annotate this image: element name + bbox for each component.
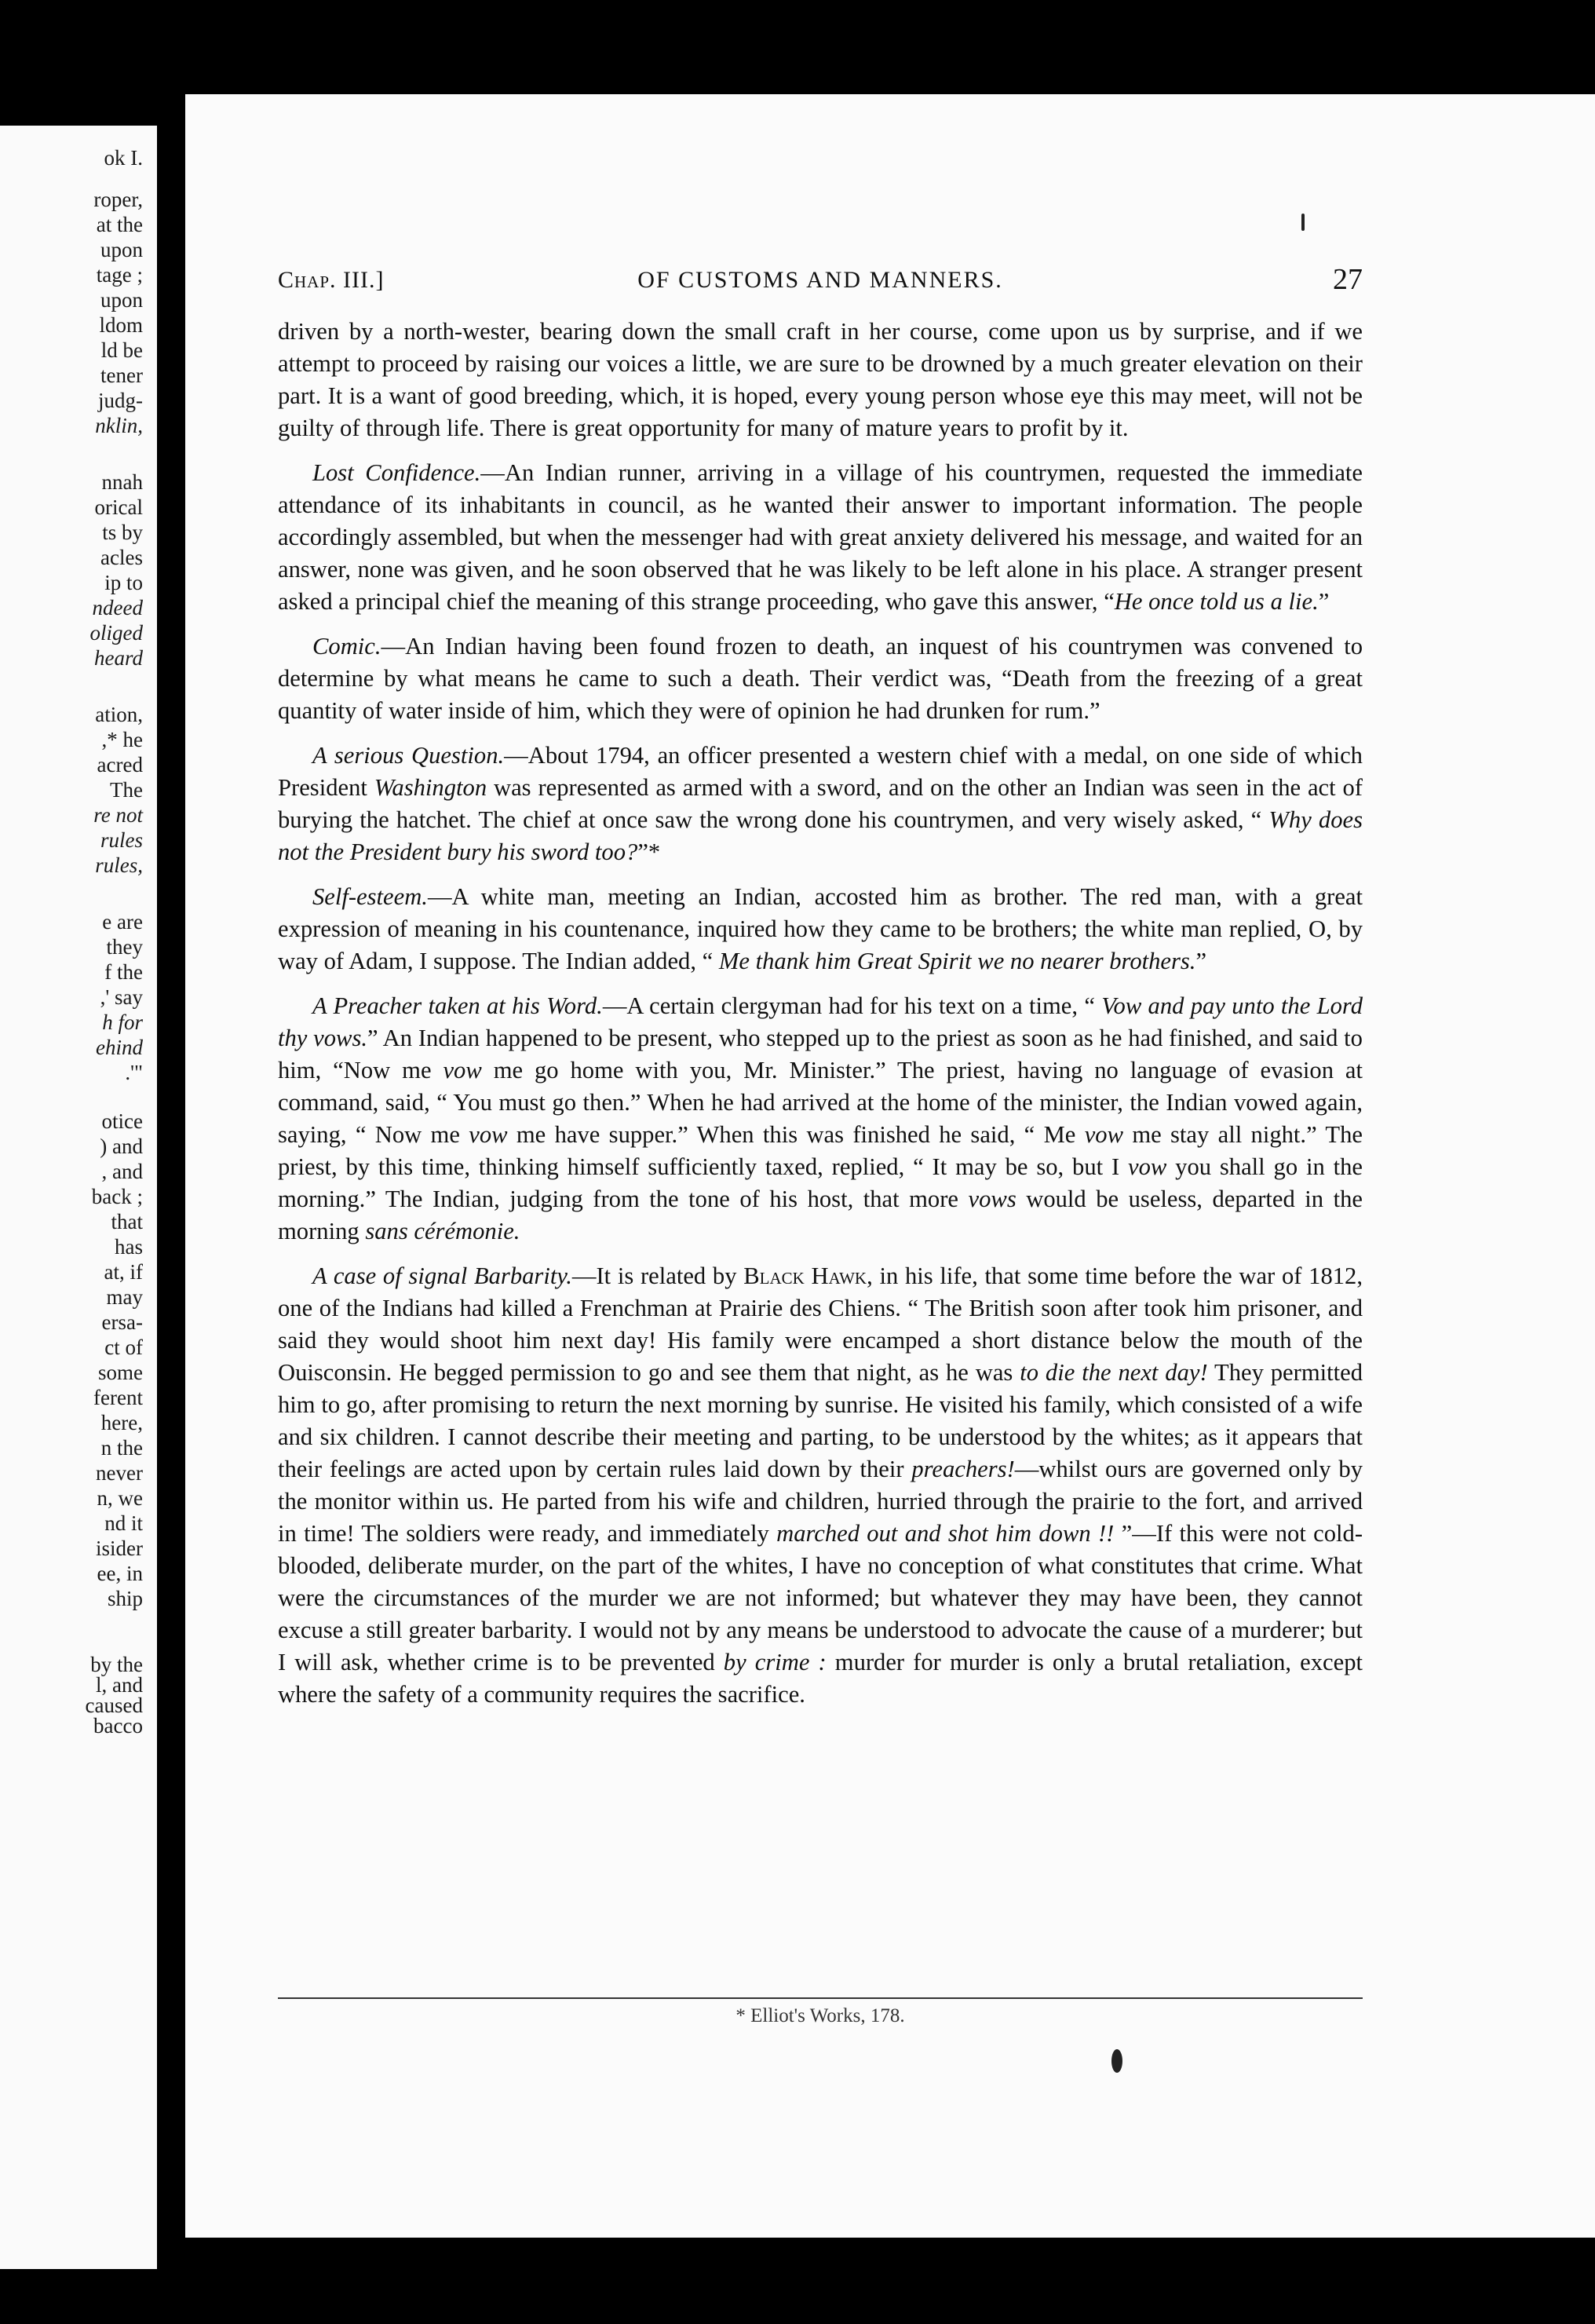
facing-page-line-fragment: rules xyxy=(100,828,143,852)
facing-page-line-fragment: re not xyxy=(93,803,143,827)
footnote-rule xyxy=(278,1997,1363,1999)
facing-page-line-fragment: isider xyxy=(96,1537,143,1560)
facing-page-line-fragment: ts by xyxy=(102,521,143,544)
facing-page-line-fragment: ersa- xyxy=(101,1310,143,1334)
anecdote-heading: A Preacher taken at his Word. xyxy=(312,992,603,1019)
facing-page-line-fragment: ,* he xyxy=(101,728,143,751)
facing-page-line-fragment: by the xyxy=(90,1653,143,1676)
footnote: * Elliot's Works, 178. xyxy=(735,2005,905,2026)
facing-page-line-fragment: otice xyxy=(101,1109,143,1133)
facing-page-line-fragment: nnah xyxy=(101,470,143,494)
page-number: 27 xyxy=(1333,263,1363,296)
facing-page-line-fragment: back ; xyxy=(91,1185,143,1208)
anecdote-self-esteem: Self-esteem.—A white man, meeting an Indian, accosted him as brother. The red man, with a great expression of meaning in his countenance, inquired how they came to be brothers; the white man replied, O, by way of Adam, I suppose. The Indian added, “ Me thank him Great Spirit we no nearer brothers.” xyxy=(278,883,1363,974)
facing-page-line-fragment: ferent xyxy=(93,1386,143,1409)
anecdote-heading: Lost Confidence. xyxy=(312,459,481,486)
facing-page-line-fragment: ldom xyxy=(99,313,143,337)
facing-page-line-fragment: acred xyxy=(97,753,143,776)
body-text xyxy=(278,316,1363,1723)
facing-page-line-fragment: nd it xyxy=(104,1511,143,1535)
facing-page-line-fragment: may xyxy=(106,1285,143,1309)
anecdote-heading: A serious Question. xyxy=(312,742,505,769)
chapter-marker: Chap. III.] xyxy=(278,267,385,293)
facing-page-line-fragment: ee, in xyxy=(97,1562,143,1585)
running-header xyxy=(278,262,1363,300)
anecdote-barbarity: A case of signal Barbarity.—It is related by Black Hawk, in his life, that some time before the war of 1812, one of the Indians had killed a Frenchman at Prairie des Chiens. “ The British soon after took him prisoner, and said they would shoot him next day! His family were encamped a short distance below the mouth of the Ouisconsin. He begged permission to go and see them that night, as he was to die the next day! They permitted him to go, after promising to return the next morning by sunrise. He visited his family, which consisted of a wife and six children. I cannot describe their meeting and parting, to be understood by the whites; as it appears that their feelings are acted upon by certain rules laid down by their preachers!—whilst ours are governed only by the monitor within us. He parted from his wife and children, hurried through the prairie to the fort, and arrived in time! The soldiers were ready, and immediately marched out and shot him down !! ”—If this were not cold-blooded, deliberate murder, on the part of the whites, I have no conception of what constitutes that crime. What were the circumstances of the murder we are not informed; but whatever they may have been, they cannot excuse a still greater barbarity. I would not by any means be understood to advocate the cause of a murderer; but I will ask, whether crime is to be prevented by crime : murder for murder is only a brutal retaliation, except where the safety of a community requires the sacrifice. xyxy=(278,1262,1363,1708)
facing-page-line-fragment: l, and xyxy=(96,1673,143,1697)
anecdote-heading: Self-esteem. xyxy=(312,883,428,910)
facing-page-line-fragment: some xyxy=(98,1361,143,1384)
facing-page-line-fragment: n, we xyxy=(97,1486,143,1510)
facing-page-line-fragment: never xyxy=(96,1461,143,1485)
quote: Me thank him Great Spirit we no nearer brothers. xyxy=(718,948,1196,974)
facing-page-line-fragment: upon xyxy=(100,238,143,261)
quote: Why does not the President bury his sword too? xyxy=(278,806,1363,865)
anecdote-comic: Comic.—An Indian having been found frozen to death, an inquest of his countrymen was convened to determine by what means he came to such a death. Their verdict was, “Death from the freezing of a great quantity of water inside of him, which they were of opinion he had drunken for rum.” xyxy=(278,633,1363,724)
running-title: OF CUSTOMS AND MANNERS. xyxy=(637,267,1003,293)
facing-page-line-fragment: nklin, xyxy=(95,414,143,437)
facing-page-line-fragment: .'" xyxy=(125,1061,143,1084)
facing-page-line-fragment: ld be xyxy=(100,338,143,362)
facing-page-line-fragment: ip to xyxy=(104,571,143,594)
facing-page-line-fragment: that xyxy=(111,1210,143,1233)
book-page xyxy=(185,94,1595,2238)
facing-page-line-fragment: orical xyxy=(94,495,143,519)
facing-page-line-fragment: at the xyxy=(96,213,143,236)
facing-page-line-fragment: ation, xyxy=(95,703,143,726)
facing-page-line-fragment: , and xyxy=(101,1160,143,1183)
facing-page-line-fragment: ok I. xyxy=(104,146,143,170)
facing-page-line-fragment: ship xyxy=(107,1587,143,1610)
facing-page-line-fragment: oliged xyxy=(89,621,143,645)
facing-page-line-fragment: has xyxy=(115,1235,143,1259)
book-gutter xyxy=(157,102,185,2285)
paragraph-continued: driven by a north-wester, bearing down the small craft in her course, come upon us by surprise, and if we attempt to proceed by raising our voices a little, we are sure to be drowned by a much greater elevation on their part. It is a want of good breeding, which, it is hoped, every young person whose eye this may meet, will not be guilty of through life. There is great opportunity for many of mature years to profit by it. xyxy=(278,318,1363,441)
facing-page-line-fragment: ndeed xyxy=(92,596,143,619)
facing-page-line-fragment: ct of xyxy=(104,1336,143,1359)
anecdote-heading: Comic. xyxy=(312,633,381,660)
facing-page-line-fragment: bacco xyxy=(93,1714,143,1738)
facing-page-line-fragment: tage ; xyxy=(96,263,143,287)
facing-page-line-fragment: rules, xyxy=(95,853,143,877)
facing-page-line-fragment: judg- xyxy=(98,389,143,412)
quote: He once told us a lie. xyxy=(1114,588,1319,615)
facing-page-line-fragment: caused xyxy=(85,1694,143,1717)
facing-page-line-fragment: tener xyxy=(100,364,143,387)
anecdote-lost-confidence: Lost Confidence.—An Indian runner, arriving in a village of his countrymen, requested the immediate attendance of its inhabitants in council, as he wanted their answer to important information. The people accordingly assembled, but when the messenger had with great anxiety delivered his message, and waited for an answer, none was given, and he soon observed that he was likely to be left alone in his place. A stranger present asked a principal chief the meaning of this strange proceeding, who gave this answer, “He once told us a lie.” xyxy=(278,459,1363,615)
ink-speck xyxy=(1111,2049,1122,2073)
facing-page-line-fragment: roper, xyxy=(93,188,143,211)
facing-page-line-fragment: n the xyxy=(100,1436,143,1460)
facing-page-line-fragment: ehind xyxy=(96,1036,143,1059)
facing-page-line-fragment: at, if xyxy=(104,1260,143,1284)
anecdote-serious-question: A serious Question.—About 1794, an officer presented a western chief with a medal, on one side of which President Washington was represented as armed with a sword, and on the other an Indian was seen in the act of burying the hatchet. The chief at once saw the wrong done his countrymen, and very wisely asked, “ Why does not the President bury his sword too?”* xyxy=(278,742,1363,865)
facing-page-line-fragment: upon xyxy=(100,288,143,312)
anecdote-heading: A case of signal Barbarity. xyxy=(312,1262,572,1289)
facing-page-line-fragment: ) and xyxy=(100,1135,143,1158)
facing-page-line-fragment: h for xyxy=(102,1010,143,1034)
ink-speck xyxy=(1301,214,1305,231)
anecdote-preacher: A Preacher taken at his Word.—A certain clergyman had for his text on a time, “ Vow and pay unto the Lord thy vows.” An Indian happened to be present, who stepped up to the priest as soon as he had finished, and said to him, “Now me vow me go home with you, Mr. Minister.” The priest, having no language of evasion at command, said, “ You must go then.” When he had arrived at the home of the minister, the Indian vowed again, saying, “ Now me vow me have supper.” When this was finished he said, “ Me vow me stay all night.” The priest, by this time, thinking himself sufficiently taxed, replied, “ It may be so, but I vow you shall go in the morning.” The Indian, judging from the tone of his host, that more vows would be useless, departed in the morning sans cérémonie. xyxy=(278,992,1363,1244)
facing-page-line-fragment: they xyxy=(106,935,143,959)
facing-page-left xyxy=(0,126,157,2269)
facing-page-line-fragment: f the xyxy=(104,960,143,984)
facing-page-line-fragment: acles xyxy=(100,546,143,569)
facing-page-line-fragment: e are xyxy=(102,910,143,934)
facing-page-line-fragment: The xyxy=(110,778,143,802)
facing-page-line-fragment: heard xyxy=(94,646,143,670)
facing-page-line-fragment: ,' say xyxy=(100,985,143,1009)
facing-page-line-fragment: here, xyxy=(100,1411,143,1434)
